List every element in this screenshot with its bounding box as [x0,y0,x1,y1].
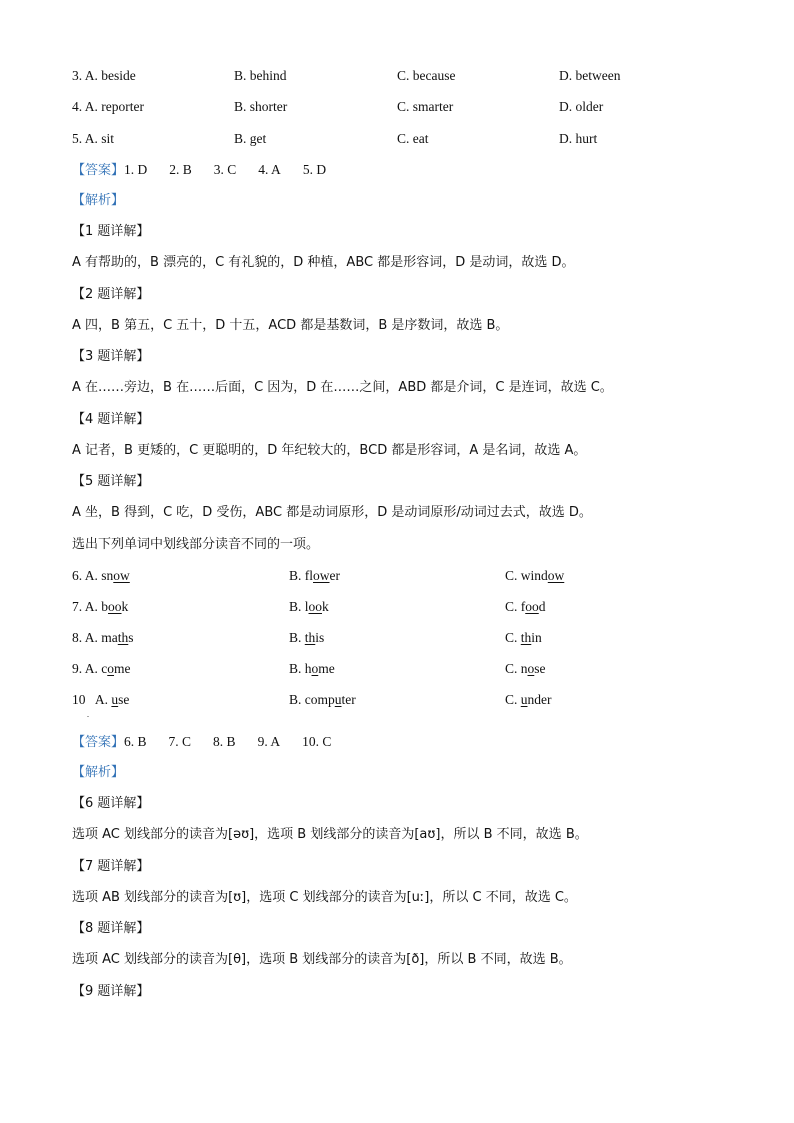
q6-option-c [505,567,564,585]
q8-c-pre: C. [505,630,521,645]
q8-option-c [505,629,542,647]
analysis-tag: 【解析】 [72,765,125,780]
q4-a-text: reporter [101,99,144,114]
q4-option-b: B. shorter [234,99,288,114]
q7-a-pre: b [101,599,109,614]
q7-b-underlined: oo [308,599,323,614]
q10-c-pre: C. [505,692,521,707]
q9-a-post: me [114,661,131,676]
q7-a-post: k [121,599,129,614]
q8-b-underlined: th [304,630,316,645]
detail-text-2: A 四，B 第五，C 五十，D 十五，ACD 都是基数词，B 是序数词，故选 B。 [72,318,509,333]
q8-c-underlined: th [520,630,532,645]
q8-a-underlined: th [117,630,129,645]
q3-option-b: B. behind [234,68,287,83]
q9-b-post: me [318,661,335,676]
q7-c-post: d [538,599,546,614]
answer-item: 6. B [124,734,147,749]
q5-a-text: sit [101,131,115,146]
q3-option-c: C. because [397,68,456,83]
q9-option-c [505,660,546,678]
q7-c-pre: C. f [505,599,526,614]
q8-c-post: in [531,630,542,645]
q10-c-underlined: u [520,692,528,707]
q10-a-post: se [118,692,130,707]
q8-a-post: s [128,630,134,645]
answer-item: 3. C [213,162,237,177]
q10-option-a [72,691,129,709]
answer-item: 10. C [302,734,332,749]
detail-heading-5: 【5 题详解】 [72,474,150,489]
question-7 [72,598,754,616]
question-8 [72,629,754,647]
q4-number: 4. A. [72,99,98,114]
q4-option-a [72,98,144,116]
q9-a-underlined: o [107,661,115,676]
q6-b-pre: B. fl [289,568,314,583]
question-3 [72,67,754,85]
q7-option-a [72,598,128,616]
q9-b-underlined: o [311,661,319,676]
question-9 [72,660,754,678]
q6-a-pre: sn [101,568,114,583]
q9-a-pre: c [101,661,108,676]
q8-b-post: is [315,630,325,645]
q9-option-b [289,660,335,678]
q7-number: 7. A. [72,599,98,614]
q10-option-c [505,691,552,709]
detail-heading-2: 【2 题详解】 [72,287,150,302]
q10-a-underlined: u [111,692,119,707]
answer-item: 4. A [258,162,281,177]
detail-heading-6: 【6 题详解】 [72,796,150,811]
q8-a-pre: ma [101,630,118,645]
question-6 [72,567,754,585]
answer-item: 7. C [168,734,192,749]
q9-c-post: se [534,661,546,676]
q5-option-b: B. get [234,131,267,146]
q9-b-pre: B. h [289,661,312,676]
q5-option-a [72,130,114,148]
q10-b-post: ter [341,692,356,707]
answer-line-1 [72,161,348,180]
q10-b-pre: B. comp [289,692,335,707]
answer-item: 1. D [124,162,148,177]
detail-text-1: A 有帮助的，B 漂亮的，C 有礼貌的，D 种植，ABC 都是形容词，D 是动词，故选 D。 [72,255,575,270]
detail-text-7: 选项 AB 划线部分的读音为[ʊ]，选项 C 划线部分的读音为[uː]，所以 C 不同，故选 C。 [72,890,577,905]
question-4 [72,98,754,116]
q4-option-c: C. smarter [397,99,454,114]
detail-text-6: 选项 AC 划线部分的读音为[əʊ]，选项 B 划线部分的读音为[aʊ]，所以 B 不同，故选 B。 [72,827,588,842]
question-10 [72,691,754,709]
q7-option-c [505,598,546,616]
stray-dot: . [87,710,89,719]
q6-c-pre: C. wind [505,568,548,583]
question-5 [72,130,754,148]
detail-text-3: A 在……旁边，B 在……后面，C 因为，D 在……之间，ABD 都是介词，C 是连词，故选 C。 [72,380,613,395]
q8-option-b [289,629,324,647]
q8-number: 8. A. [72,630,98,645]
detail-heading-8: 【8 题详解】 [72,921,150,936]
q5-option-d: D. hurt [559,131,598,146]
detail-heading-3: 【3 题详解】 [72,349,150,364]
q3-option-d: D. between [559,68,621,83]
q6-number: 6. A. [72,568,98,583]
q6-a-underlined: ow [113,568,130,583]
q3-a-text: beside [101,68,136,83]
detail-text-5: A 坐，B 得到，C 吃，D 受伤，ABC 都是动词原形，D 是动词原形/动词过去式，故选 D。 [72,505,592,520]
q3-number: 3. A. [72,68,98,83]
q5-number: 5. A. [72,131,98,146]
answer-item: 5. D [302,162,327,177]
detail-heading-7: 【7 题详解】 [72,859,150,874]
instruction: 选出下列单词中划线部分读音不同的一项。 [72,537,320,552]
q10-c-post: nder [527,692,552,707]
answer-line-2 [72,733,353,752]
answer-item: 9. A [257,734,281,749]
answer-tag: 【答案】 [72,735,125,750]
detail-heading-4: 【4 题详解】 [72,412,150,427]
q3-option-a [72,67,136,85]
q7-b-post: k [322,599,329,614]
q9-number: 9. A. [72,661,98,676]
q9-c-underlined: o [527,661,535,676]
detail-text-8: 选项 AC 划线部分的读音为[θ]，选项 B 划线部分的读音为[ð]，所以 B 不同，故选 B。 [72,952,572,967]
answer-item: 8. B [213,734,236,749]
q7-c-underlined: oo [525,599,539,614]
q9-c-pre: C. n [505,661,528,676]
answer-tag: 【答案】 [72,163,125,178]
q8-b-pre: B. [289,630,305,645]
q7-b-pre: B. l [289,599,309,614]
detail-heading-1: 【1 题详解】 [72,224,150,239]
detail-text-4: A 记者，B 更矮的，C 更聪明的，D 年纪较大的，BCD 都是形容词，A 是名词，故选 A。 [72,443,587,458]
q4-option-d: D. older [559,99,604,114]
q7-option-b [289,598,329,616]
q6-b-underlined: ow [313,568,330,583]
detail-heading-9: 【9 题详解】 [72,984,150,999]
q5-option-c: C. eat [397,131,429,146]
q6-option-b [289,567,340,585]
q9-option-a [72,660,131,678]
answer-item: 2. B [169,162,192,177]
q6-option-a [72,567,130,585]
q6-b-post: er [329,568,341,583]
q10-option-b [289,691,356,709]
q8-option-a [72,629,134,647]
analysis-tag: 【解析】 [72,193,125,208]
q10-b-underlined: u [334,692,342,707]
q10-number: 10 A. [72,692,109,707]
q6-c-underlined: ow [547,568,565,583]
q7-a-underlined: oo [108,599,122,614]
